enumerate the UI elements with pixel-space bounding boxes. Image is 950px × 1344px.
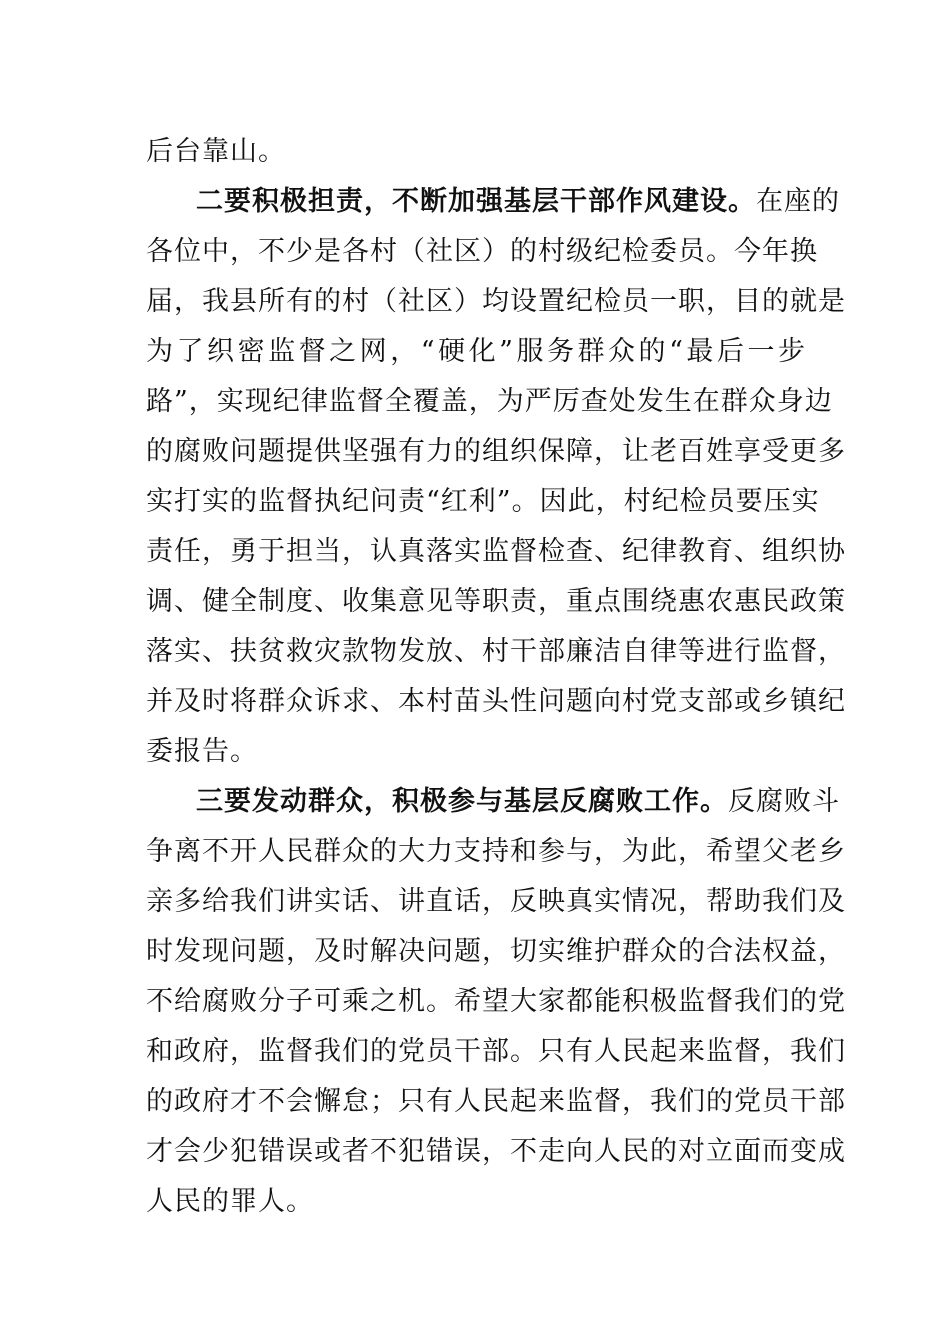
line-text: 才会少犯错误或者不犯错误，不走向人民的对立面而变成 — [146, 1136, 846, 1167]
text-line — [146, 586, 846, 617]
text-line — [146, 1036, 846, 1067]
line-text: 后台靠山。 — [146, 136, 286, 167]
text-line — [146, 1086, 846, 1117]
line-text: 争离不开人民群众的大力支持和参与，为此，希望父老乡 — [146, 836, 846, 867]
line-text: 委报告。 — [146, 736, 258, 767]
paragraph-3-first-line — [196, 786, 840, 817]
paragraph-heading: 二要积极担责，不断加强基层干部作风建设。 — [196, 186, 756, 217]
line-text: 调、健全制度、收集意见等职责，重点围绕惠农惠民政策 — [146, 586, 846, 617]
line-text: 时发现问题，及时解决问题，切实维护群众的合法权益， — [146, 936, 846, 967]
text-line — [146, 386, 833, 417]
line-text: 实打实的监督执纪问责“红利”。因此，村纪检员要压实 — [146, 486, 820, 517]
line-text: 届，我县所有的村（社区）均设置纪检员一职，目的就是 — [146, 286, 846, 317]
line-text: 为了织密监督之网，“硬化”服务群众的“最后一步 — [146, 336, 806, 367]
text-line — [146, 737, 806, 767]
text-line — [146, 337, 806, 367]
text-line — [146, 686, 846, 717]
line-text: 路”，实现纪律监督全覆盖，为严厉查处发生在群众身边 — [146, 386, 833, 417]
line-text: 责任，勇于担当，认真落实监督检查、纪律教育、组织协 — [146, 536, 846, 567]
text-line — [146, 1187, 806, 1217]
text-line — [146, 137, 806, 167]
line-text: 在座的 — [756, 186, 840, 217]
text-line — [146, 236, 818, 267]
line-text: 的腐败问题提供坚强有力的组织保障，让老百姓享受更多 — [146, 436, 846, 467]
paragraph-2-first-line — [196, 186, 840, 217]
line-text: 和政府，监督我们的党员干部。只有人民起来监督，我们 — [146, 1036, 846, 1067]
text-line — [146, 936, 846, 967]
line-text: 反腐败斗 — [728, 786, 840, 817]
text-line — [146, 536, 846, 567]
line-text: 落实、扶贫救灾款物发放、村干部廉洁自律等进行监督， — [146, 636, 846, 667]
line-text: 不给腐败分子可乘之机。希望大家都能积极监督我们的党 — [146, 986, 846, 1017]
text-line — [146, 486, 820, 517]
text-line — [146, 886, 846, 917]
line-text: 亲多给我们讲实话、讲直话，反映真实情况，帮助我们及 — [146, 886, 846, 917]
text-line — [146, 1136, 846, 1167]
paragraph-heading: 三要发动群众，积极参与基层反腐败工作。 — [196, 786, 728, 817]
line-text: 并及时将群众诉求、本村苗头性问题向村党支部或乡镇纪 — [146, 686, 846, 717]
text-line — [146, 436, 846, 467]
text-line — [146, 636, 846, 667]
text-line — [146, 836, 846, 867]
line-text: 的政府才不会懈怠；只有人民起来监督，我们的党员干部 — [146, 1086, 846, 1117]
text-line — [146, 986, 846, 1017]
line-text: 各位中，不少是各村（社区）的村级纪检委员。今年换 — [146, 236, 818, 267]
text-line — [146, 286, 846, 317]
line-text: 人民的罪人。 — [146, 1186, 314, 1217]
